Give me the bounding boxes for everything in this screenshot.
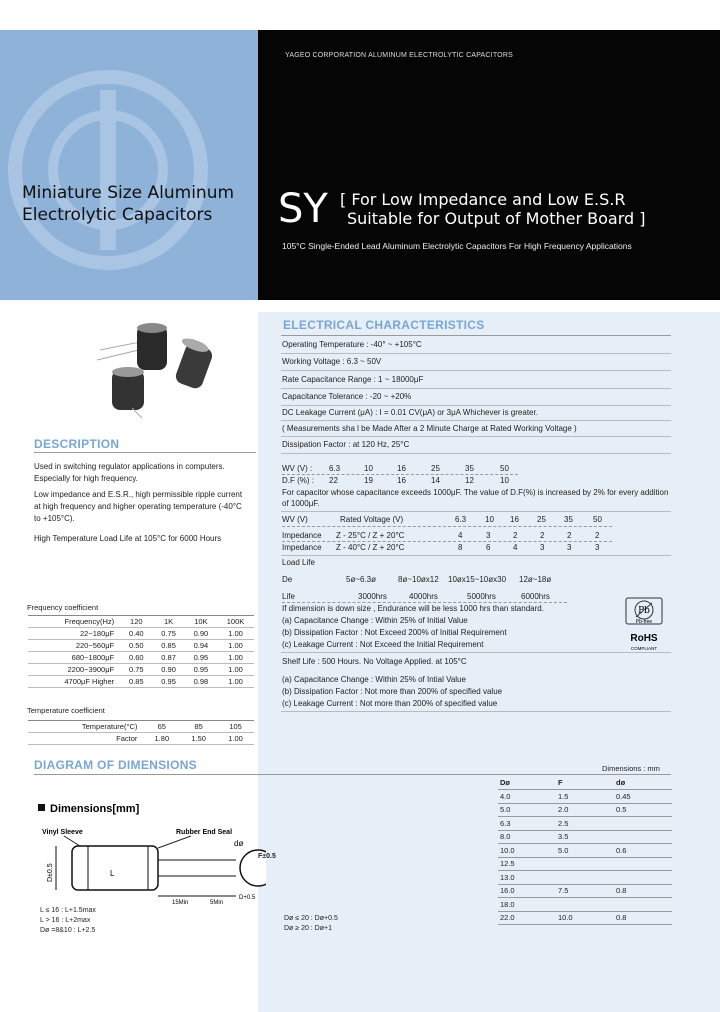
dimension-note-1: L ≤ 16 : L+1.5max (40, 907, 96, 914)
dimensions-table (498, 776, 672, 925)
table-row: 8.0 3.5 (498, 830, 672, 844)
dimensions-rule (34, 774, 671, 775)
svg-text:L: L (110, 869, 115, 878)
dimensions-heading: DIAGRAM OF DIMENSIONS (34, 758, 197, 772)
header-blue-panel (0, 30, 258, 300)
table-row: Factor 1.80 1.50 1.00 (28, 733, 254, 745)
temperature-coefficient-title: Temperature coefficient (27, 706, 105, 715)
table-row: 16.0 7.5 0.8 (498, 884, 672, 898)
frequency-coefficient-table (28, 615, 254, 688)
table-row: 12.5 (498, 857, 672, 871)
capacitor-photo (92, 320, 242, 420)
description-p1: Used in switching regulator applications in computers. Especially for high frequency. (34, 462, 225, 483)
load-life-label: Load Life (282, 558, 315, 567)
table-header-row: Dø F dø (498, 776, 672, 790)
working-voltage: Working Voltage : 6.3 ~ 50V (282, 357, 382, 366)
svg-text:Rubber End Seal: Rubber End Seal (176, 829, 233, 836)
rohs-badge (622, 596, 666, 656)
shelf-life-label: Shelf Life : 500 Hours. No Voltage Applied. at 105°C (282, 657, 467, 666)
table-row: 680~1800μF 0.60 0.87 0.95 1.00 (28, 652, 254, 664)
operating-temperature: Operating Temperature : -40° ~ +105°C (282, 340, 422, 349)
f-label: F±0.5 (258, 853, 276, 860)
electrical-rule (281, 335, 671, 336)
table-row: 4700μF Higher 0.85 0.95 0.98 1.00 (28, 676, 254, 688)
leakage-current: DC Leakage Current (μA) : I = 0.01 CV(μA) or 3μA Whichever is greater. (282, 408, 538, 417)
leakage-note: ( Measurements sha l be Made After a 2 Minute Charge at Rated Working Voltage ) (282, 424, 577, 433)
page-title: Miniature Size Aluminum Electrolytic Capacitors (22, 183, 235, 225)
svg-text:Pb: Pb (638, 606, 650, 616)
capacitance-tolerance: Capacitance Tolerance : -20 ~ +20% (282, 392, 412, 401)
electrical-heading: ELECTRICAL CHARACTERISTICS (283, 318, 485, 332)
df-note: For capacitor whose capacitance exceeds 1000μF. The value of D.F(%) is increased by 2% for every addition of 1000μF. (282, 488, 669, 508)
table-row: 22.0 10.0 0.8 (498, 911, 672, 925)
svg-text:Dimensions[mm]: Dimensions[mm] (50, 803, 140, 815)
wv-label: WV (V) : (282, 464, 313, 473)
series-tagline: 105°C Single-Ended Lead Aluminum Electrolytic Capacitors For High Frequency Applications (282, 241, 632, 251)
description-p3: High Temperature Load Life at 105°C for 6000 Hours (34, 534, 222, 543)
description-p2: Low impedance and E.S.R., high permissible ripple current at high frequency and higher operating temperature (-40°C to +105°C). (34, 490, 243, 523)
svg-text:RoHS: RoHS (630, 633, 658, 644)
table-row: 220~560μF 0.50 0.85 0.94 1.00 (28, 640, 254, 652)
svg-text:D+0.5: D+0.5 (239, 895, 256, 901)
table-row: 2200~3900μF 0.75 0.90 0.95 1.00 (28, 664, 254, 676)
table-row: 22~180μF 0.40 0.75 0.90 1.00 (28, 628, 254, 640)
logo-watermark-bar-icon (100, 90, 116, 250)
svg-text:D±0.5: D±0.5 (47, 863, 54, 882)
dimension-diagram (36, 800, 266, 910)
pb-free-icon (622, 596, 666, 656)
header-black-panel (258, 30, 720, 300)
svg-text:COMPLIANT: COMPLIANT (630, 646, 658, 651)
table-row: 5.0 2.0 0.5 (498, 803, 672, 817)
dissipation-factor: Dissipation Factor : at 120 Hz, 25°C (282, 440, 410, 449)
table-row: 4.0 1.5 0.45 (498, 790, 672, 804)
svg-text:15Min: 15Min (172, 900, 189, 906)
dimension-note-2: L > 16 : L+2max (40, 917, 91, 924)
table-row: 13.0 (498, 871, 672, 885)
company-name: YAGEO CORPORATION ALUMINUM ELECTROLYTIC CAPACITORS (285, 52, 513, 59)
series-name: SY (278, 186, 328, 232)
description-heading: DESCRIPTION (34, 437, 120, 451)
dimension-note-4: Dø ≤ 20 : Dø+0.5 (284, 915, 338, 922)
table-row: 6.3 2.5 (498, 817, 672, 831)
table-header-row: Temperature(°C) 65 85 105 (28, 721, 254, 733)
table-header-row: Frequency(Hz) 120 1K 10K 100K (28, 616, 254, 628)
series-subtitle: [ For Low Impedance and Low E.S.R Suitable for Output of Mother Board ] (340, 190, 646, 228)
temperature-coefficient-table (28, 720, 254, 745)
dimension-note-5: Dø ≥ 20 : Dø+1 (284, 925, 332, 932)
svg-text:5Min: 5Min (210, 900, 224, 906)
df-label: D.F (%) : (282, 476, 314, 485)
svg-text:Vinyl Sleeve: Vinyl Sleeve (42, 829, 83, 836)
capacitance-range: Rate Capacitance Range : 1 ~ 18000μF (282, 375, 424, 384)
table-row: 10.0 5.0 0.6 (498, 844, 672, 858)
svg-text:Pb-free: Pb-free (635, 619, 653, 625)
description-rule (34, 452, 256, 453)
dimensions-unit: Dimensions : mm (602, 764, 660, 773)
table-row: 18.0 (498, 898, 672, 912)
svg-text:dø: dø (234, 839, 244, 848)
dimension-note-3: Dø =8&10 : L+2.5 (40, 927, 96, 934)
frequency-coefficient-title: Frequency coefficient (27, 603, 99, 612)
